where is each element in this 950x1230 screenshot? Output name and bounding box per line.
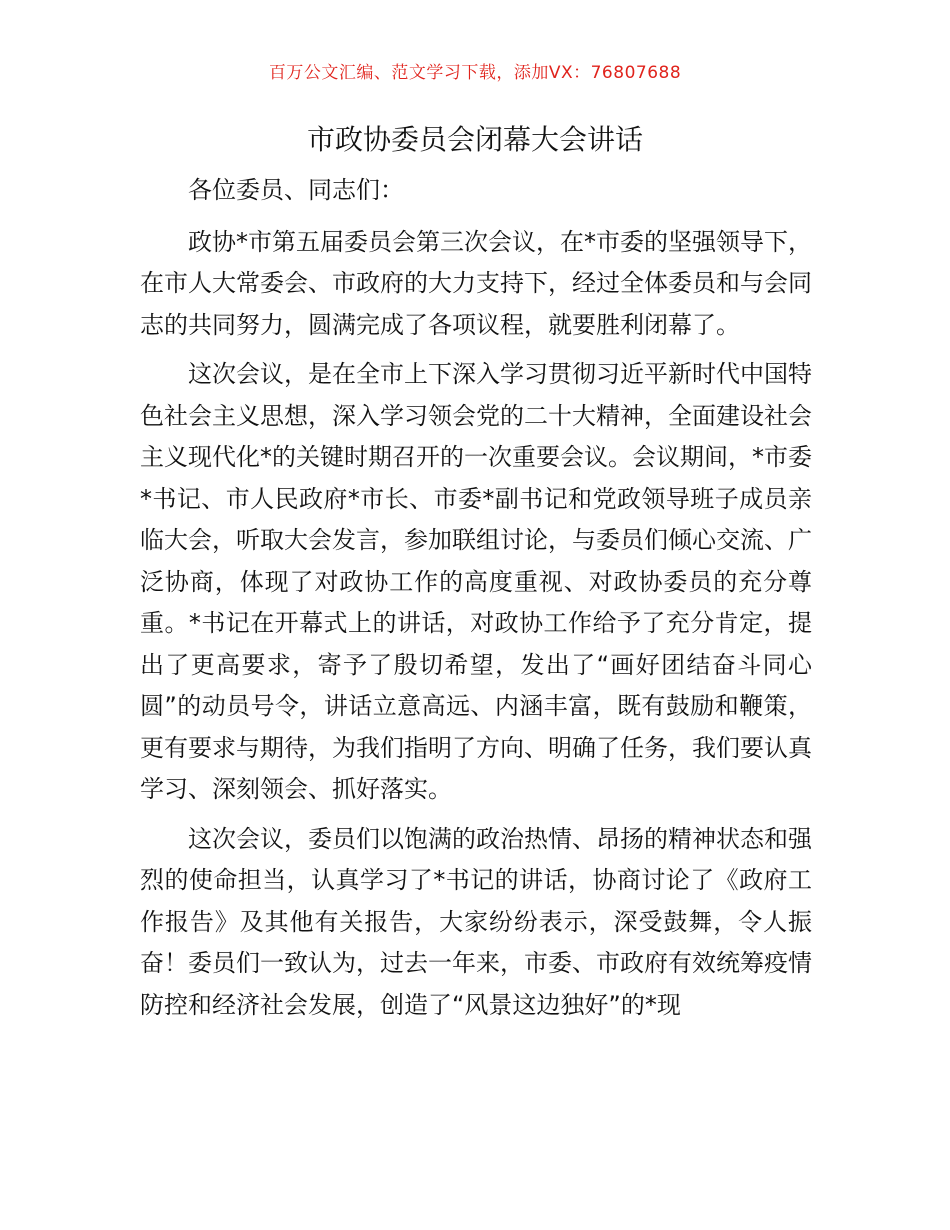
document-body — [140, 170, 812, 1034]
paragraph-1: 政协*市第五届委员会第三次会议，在*市委的坚强领导下，在市人大常委会、市政府的大力支持下，经过全体委员和与会同志的共同努力，圆满完成了各项议程，就要胜利闭幕了。 — [140, 227, 812, 339]
paragraph-2: 这次会议，是在全市上下深入学习贯彻习近平新时代中国特色社会主义思想，深入学习领会党的二十大精神，全面建设社会主义现代化*的关键时期召开的一次重要会议。会议期间，*市委*书记、市人民政府*市长、市委*副书记和党政领导班子成员亲临大会，听取大会发言，参加联组讨论，与委员们倾心交流、广泛协商，体现了对政协工作的高度重视、对政协委员的充分尊重。*书记在开幕式上的讲话，对政协工作给予了充分肯定，提出了更高要求，寄予了殷切希望，发出了“画好团结奋斗同心圆”的动员号令，讲话立意高远、内涵丰富，既有鼓励和鞭策，更有要求与期待，为我们指明了方向、明确了任务，我们要认真学习、深刻领会、抓好落实。 — [140, 360, 812, 803]
paragraph-3: 这次会议，委员们以饱满的政治热情、昂扬的精神状态和强烈的使命担当，认真学习了*书记的讲话，协商讨论了《政府工作报告》及其他有关报告，大家纷纷表示，深受鼓舞，令人振奋！委员们一致认为，过去一年来，市委、市政府有效统筹疫情防控和经济社会发展，创造了“风景这边独好”的*现 — [140, 824, 812, 1019]
document-title: 市政协委员会闭幕大会讲话 — [306, 123, 643, 156]
salutation: 各位委员、同志们： — [188, 176, 404, 204]
download-watermark-note: 百万公文汇编、范文学习下载，添加VX：76807688 — [268, 63, 682, 83]
